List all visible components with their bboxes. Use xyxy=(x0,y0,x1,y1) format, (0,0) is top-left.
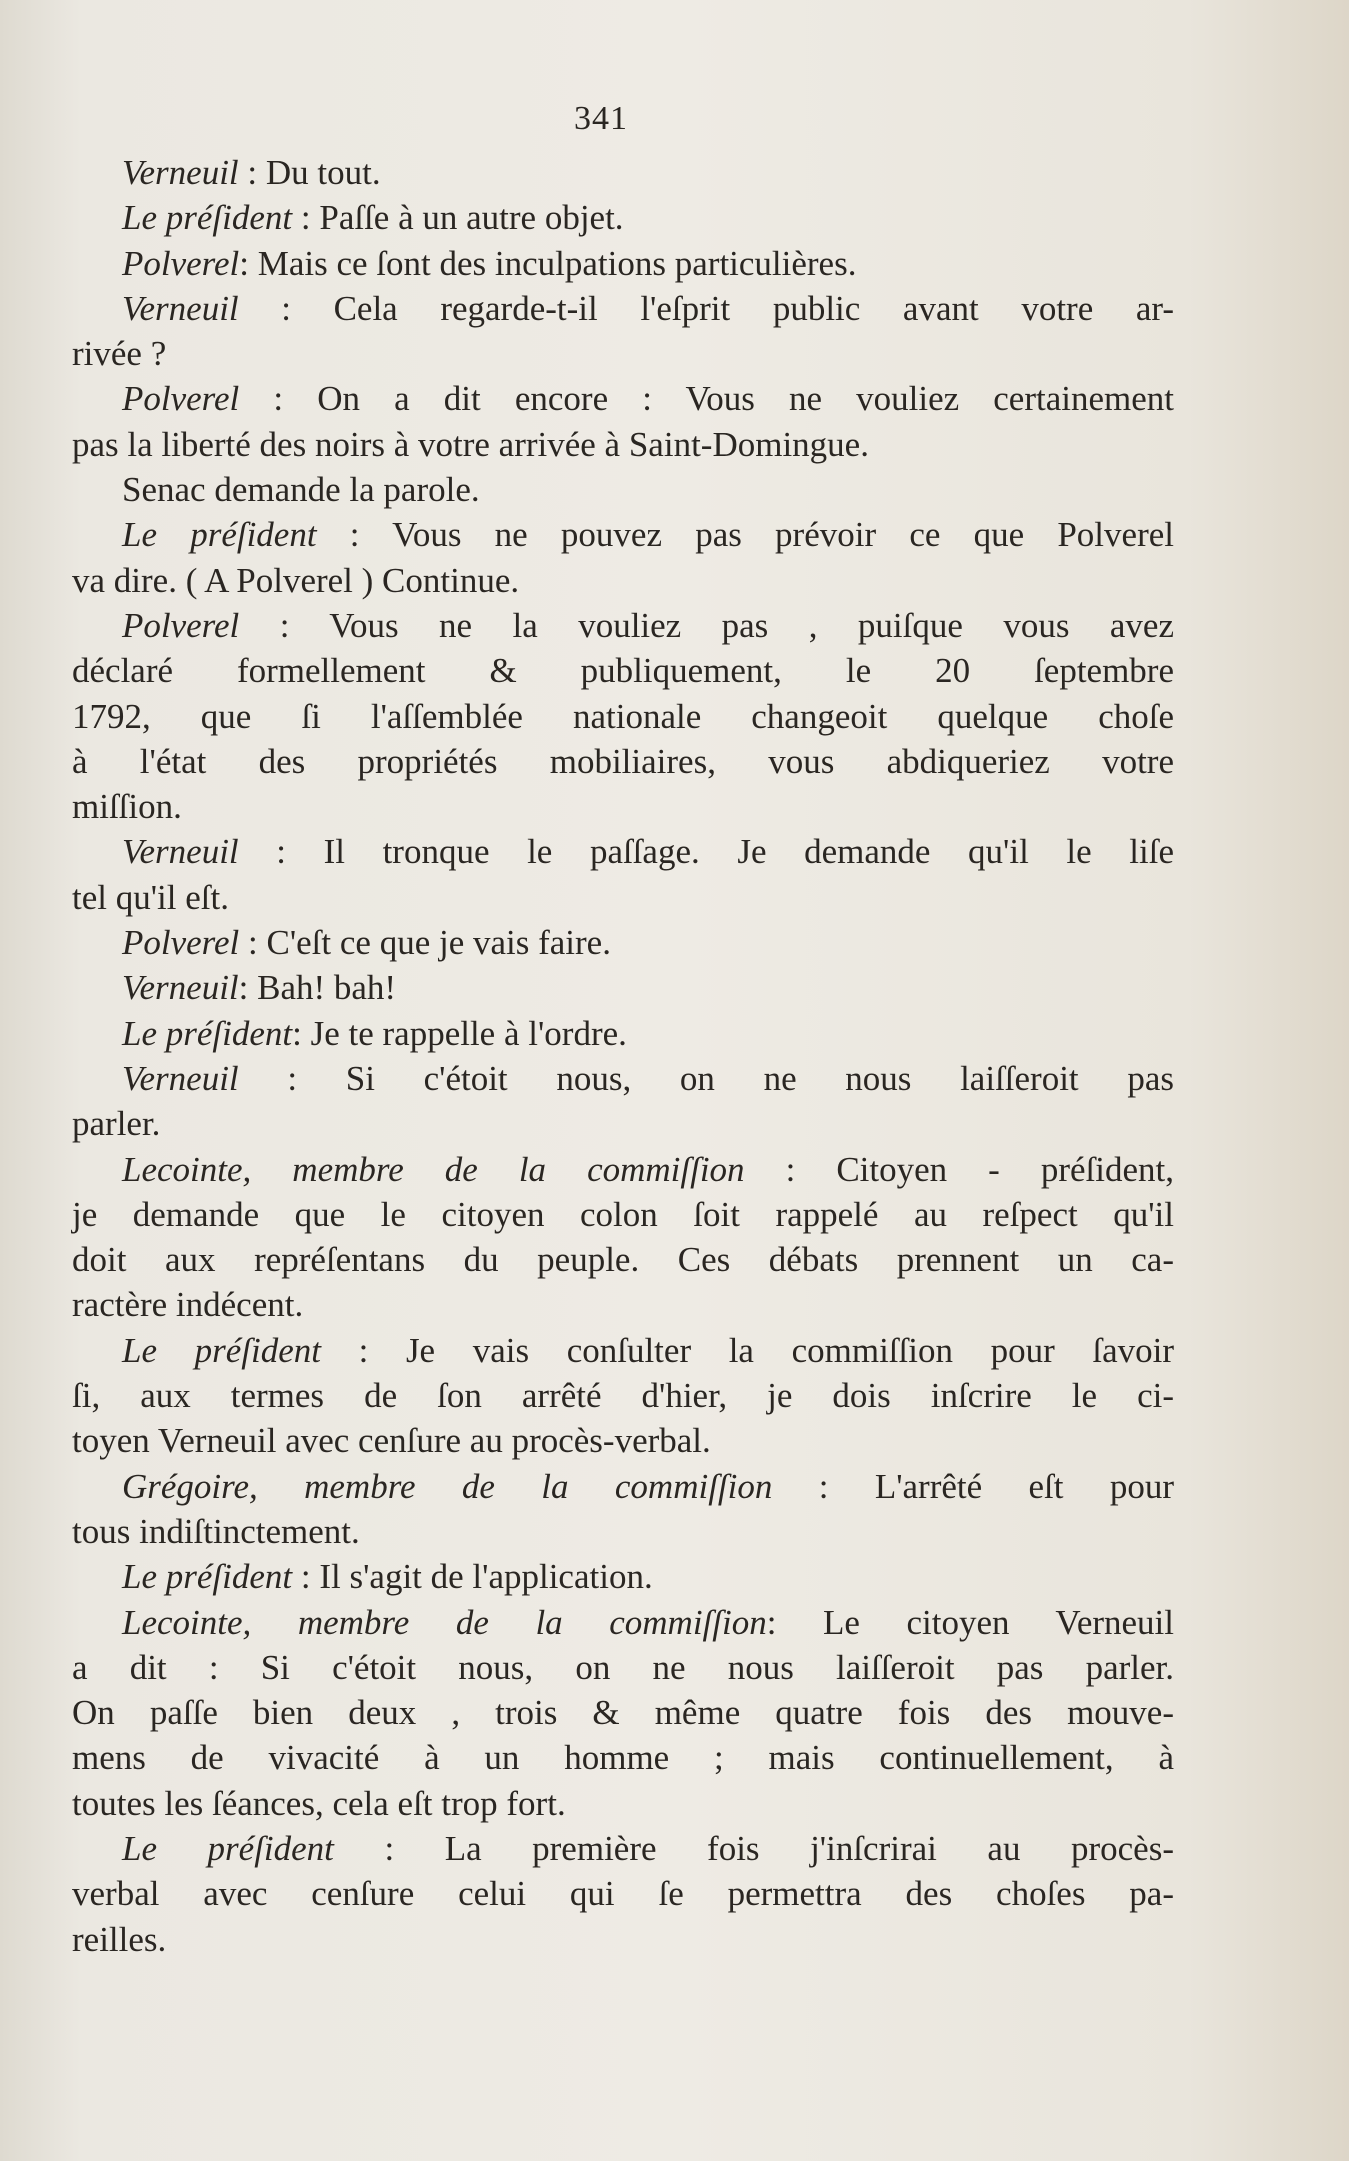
text-line xyxy=(72,558,1174,603)
text-line xyxy=(72,241,1174,286)
line-text: rivée ? xyxy=(72,334,167,374)
text-line xyxy=(72,1645,1174,1690)
line-text: : Si c'étoit nous, on ne nous laiſſeroit pas xyxy=(238,1058,1174,1098)
speaker-name: Le préſident xyxy=(122,1330,321,1370)
text-line xyxy=(72,1554,1174,1599)
line-text: tel qu'il eſt. xyxy=(72,877,229,917)
text-line xyxy=(72,1282,1174,1327)
text-line xyxy=(72,1192,1174,1237)
speaker-name: Verneuil xyxy=(122,832,239,872)
page-body-text xyxy=(72,150,1174,1962)
text-line xyxy=(72,331,1174,376)
text-line xyxy=(72,1509,1174,1554)
line-text: On paſſe bien deux , trois & même quatre fois des mouve- xyxy=(72,1693,1174,1733)
line-text: : On a dit encore : Vous ne vouliez certainement xyxy=(239,379,1174,419)
text-line xyxy=(72,1781,1174,1826)
line-text: : Il s'agit de l'application. xyxy=(292,1557,653,1597)
speaker-name: Le préſident xyxy=(122,1557,293,1597)
text-line xyxy=(72,1056,1174,1101)
line-text: : Paſſe à un autre objet. xyxy=(292,198,624,238)
line-text: : Je vais conſulter la commiſſion pour ſavoir xyxy=(320,1330,1174,1370)
text-line xyxy=(72,1464,1174,1509)
line-text: : Je te rappelle à l'ordre. xyxy=(292,1013,627,1053)
text-line xyxy=(72,286,1174,331)
speaker-name: Polverel xyxy=(122,379,240,419)
line-text: : Bah! bah! xyxy=(238,968,397,1008)
text-line xyxy=(72,920,1174,965)
line-text: doit aux repréſentans du peuple. Ces débats prennent un ca- xyxy=(72,1240,1174,1280)
speaker-name: Polverel xyxy=(122,923,240,963)
text-line xyxy=(72,1826,1174,1871)
line-text: Senac demande la parole. xyxy=(122,470,480,510)
text-line xyxy=(72,376,1174,421)
line-text: ractère indécent. xyxy=(72,1285,304,1325)
line-text: toutes les ſéances, cela eſt trop fort. xyxy=(72,1783,566,1823)
line-text: à l'état des propriétés mobiliaires, vous abdiqueriez votre xyxy=(72,741,1174,781)
line-text: : L'arrêté eſt pour xyxy=(772,1466,1175,1506)
speaker-name: Grégoire, membre de la commiſſion xyxy=(122,1466,773,1506)
text-line xyxy=(72,422,1174,467)
line-text: a dit : Si c'étoit nous, on ne nous laiſſeroit pas parler. xyxy=(72,1647,1174,1687)
line-text: : Vous ne pouvez pas prévoir ce que Polverel xyxy=(316,515,1174,555)
text-line xyxy=(72,195,1174,240)
text-line xyxy=(72,1600,1174,1645)
text-line xyxy=(72,150,1174,195)
text-line xyxy=(72,694,1174,739)
line-text: parler. xyxy=(72,1104,161,1144)
text-line xyxy=(72,965,1174,1010)
line-text: reilles. xyxy=(72,1919,167,1959)
speaker-name: Verneuil xyxy=(122,968,239,1008)
line-text: pas la liberté des noirs à votre arrivée à Saint-Domingue. xyxy=(72,424,869,464)
text-line xyxy=(72,1237,1174,1282)
page-number: 341 xyxy=(574,100,628,137)
line-text: : Le citoyen Verneuil xyxy=(766,1602,1175,1642)
text-line xyxy=(72,1101,1174,1146)
text-line xyxy=(72,1373,1174,1418)
speaker-name: Le préſident xyxy=(122,515,317,555)
speaker-name: Le préſident xyxy=(122,198,293,238)
speaker-name: Verneuil xyxy=(122,153,239,192)
text-line xyxy=(72,1328,1174,1373)
line-text: : Il tronque le paſſage. Je demande qu'il le liſe xyxy=(238,832,1174,872)
text-line xyxy=(72,467,1174,512)
speaker-name: Lecointe, membre de la commiſſion xyxy=(122,1149,745,1189)
line-text: toyen Verneuil avec cenſure au procès-verbal. xyxy=(72,1421,711,1461)
text-line xyxy=(72,1147,1174,1192)
speaker-name: Verneuil xyxy=(122,1058,239,1098)
line-text: déclaré formellement & publiquement, le 20 ſeptembre xyxy=(72,651,1174,691)
text-line xyxy=(72,1011,1174,1056)
text-line xyxy=(72,1418,1174,1463)
line-text: verbal avec cenſure celui qui ſe permettra des choſes pa- xyxy=(72,1874,1174,1914)
text-line xyxy=(72,648,1174,693)
text-line xyxy=(72,829,1174,874)
speaker-name: Verneuil xyxy=(122,288,239,328)
line-text: 1792, que ſi l'aſſemblée nationale changeoit quelque choſe xyxy=(72,696,1174,736)
speaker-name: Le préſident xyxy=(122,1013,293,1053)
line-text: je demande que le citoyen colon ſoit rappelé au reſpect qu'il xyxy=(72,1194,1174,1234)
text-line xyxy=(72,784,1174,829)
text-line xyxy=(72,875,1174,920)
speaker-name: Polverel xyxy=(122,605,240,645)
line-text: : La première fois j'inſcrirai au procès- xyxy=(333,1828,1174,1868)
line-text: miſſion. xyxy=(72,787,182,827)
text-line xyxy=(72,739,1174,784)
speaker-name: Le préſident xyxy=(122,1828,334,1868)
line-text: va dire. ( A Polverel ) Continue. xyxy=(72,560,520,600)
line-text: ſi, aux termes de ſon arrêté d'hier, je dois inſcrire le ci- xyxy=(72,1376,1174,1416)
line-text: mens de vivacité à un homme ; mais continuellement, à xyxy=(72,1738,1174,1778)
line-text: : Citoyen - préſident, xyxy=(744,1149,1174,1189)
line-text: tous indiſtinctement. xyxy=(72,1511,360,1551)
text-line xyxy=(72,1690,1174,1735)
speaker-name: Lecointe, membre de la commiſſion xyxy=(122,1602,767,1642)
text-line xyxy=(72,1917,1174,1962)
text-line xyxy=(72,1735,1174,1780)
line-text: : Mais ce ſont des inculpations particulières. xyxy=(239,243,857,283)
line-text: : C'eſt ce que je vais faire. xyxy=(239,923,611,963)
text-line xyxy=(72,512,1174,557)
text-line xyxy=(72,1871,1174,1916)
line-text: : Du tout. xyxy=(238,153,381,192)
line-text: : Vous ne la vouliez pas , puiſque vous avez xyxy=(239,605,1174,645)
line-text: : Cela regarde-t-il l'eſprit public avant votre ar- xyxy=(238,288,1174,328)
text-line xyxy=(72,603,1174,648)
speaker-name: Polverel xyxy=(122,243,240,283)
